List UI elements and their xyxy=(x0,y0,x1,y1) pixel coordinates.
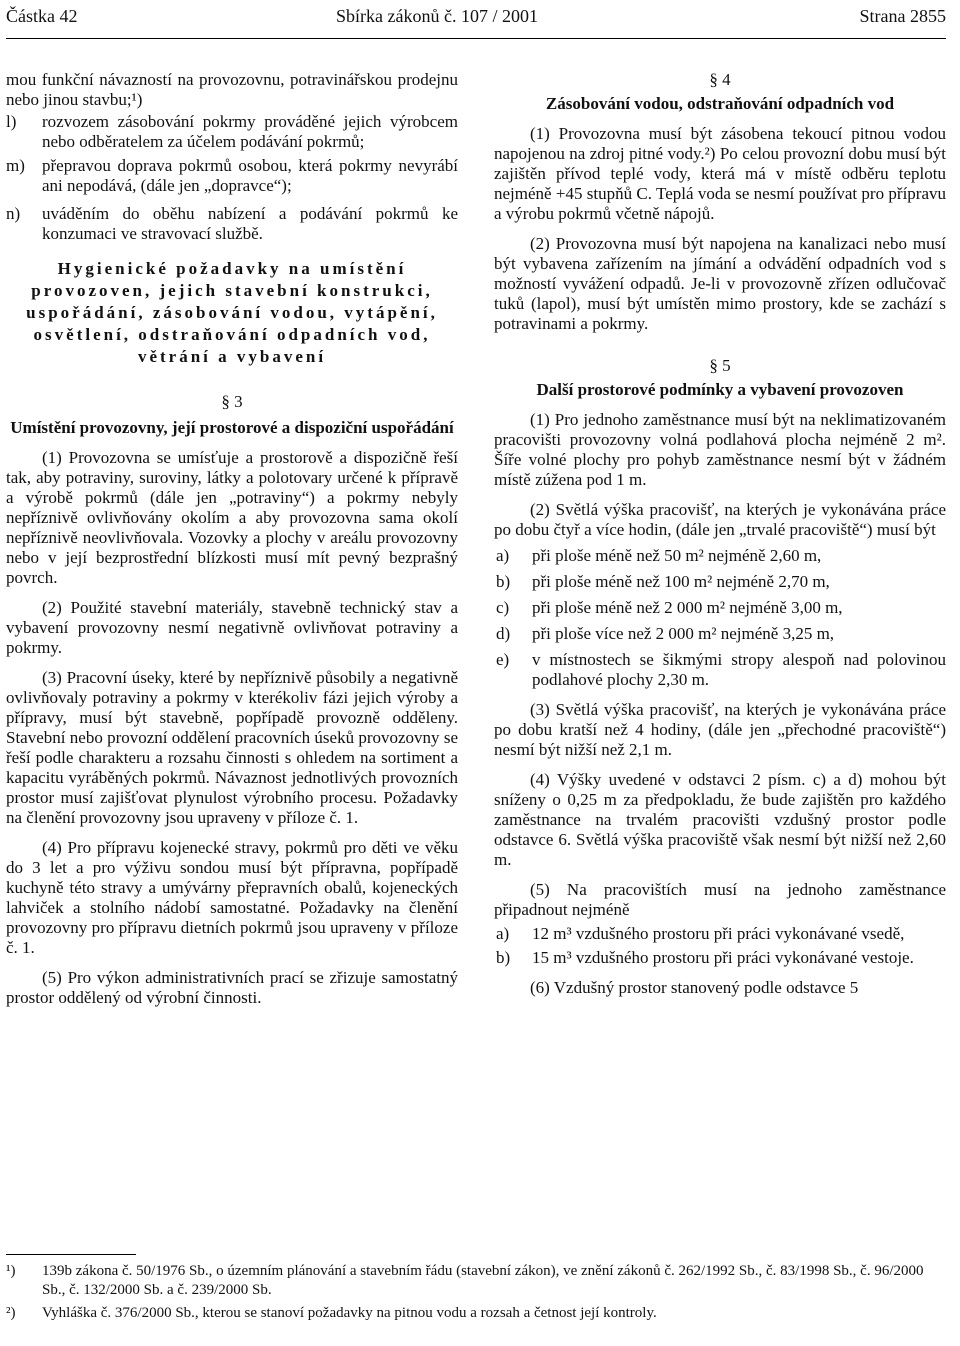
part-heading: Hygienické požadavky na umístění provozoven, jejich stavební konstrukci, uspořádání, zásobování vodou, vytápění, osvětlení, odstraňování odpadních vod, větrání a vybavení xyxy=(26,259,438,366)
sub-item-text: při ploše méně než 100 m² nejméně 2,70 m, xyxy=(532,572,830,591)
sub-item-label: e) xyxy=(496,650,510,669)
sub-item-text: 15 m³ vzdušného prostoru při práci vykonávané vestoje. xyxy=(532,948,914,967)
sub-item-label: b) xyxy=(496,572,511,591)
item-text: rozvozem zásobování pokrmy prováděné jejich výrobcem nebo odběratelem za účelem podávání pokrmů; xyxy=(42,112,458,151)
sub-item-text: v místnostech se šikmými stropy alespoň nad polovinou podlahové plochy 2,30 m. xyxy=(532,650,946,689)
list-item xyxy=(6,112,458,152)
section-title: Umístění provozovny, její prostorové a dispoziční uspořádání xyxy=(10,418,454,437)
sub-item-text: 12 m³ vzdušného prostoru při práci vykonávané vsedě, xyxy=(532,924,905,943)
footnote-text: 139b zákona č. 50/1976 Sb., o územním plánování a stavebním řádu (stavební zákon), ve znění zákonů č. 262/1992 Sb., č. 83/1998 Sb., č. 96/2000 Sb., č. 132/2000 Sb. a č. 239/2000 Sb. xyxy=(42,1263,924,1298)
sub-item-text: při ploše méně než 2 000 m² nejméně 3,00 m, xyxy=(532,598,843,617)
footnote-rule xyxy=(6,1254,136,1255)
page-header xyxy=(6,6,946,32)
header-collection: Sbírka zákonů č. 107 / 2001 xyxy=(336,6,538,26)
paragraph: (3) Světlá výška pracovišť, na kterých je vykonávána práce po dobu kratší než 4 hodiny, (dále jen „přechodné pracoviště“) nesmí být nižší než 2,1 m. xyxy=(494,700,946,759)
paragraph: (4) Pro přípravu kojenecké stravy, pokrmů pro děti ve věku do 3 let a pro výživu sondou musí být přípravna, popřípadě kuchyně této stravy a umývárny přepravních obalů, kojeneckých lahviček a stolního nádobí samostatné. Požadavky na členění provozovny pro přípravu dietních pokrmů jsou upraveny v příloze č. 1. xyxy=(6,838,458,957)
right-column xyxy=(494,70,946,998)
sub-item xyxy=(496,572,946,592)
footnote-text: Vyhláška č. 376/2000 Sb., kterou se stanoví požadavky na pitnou vodu a rozsah a četnost její kontroly. xyxy=(42,1305,657,1321)
paragraph: (1) Provozovna se umísťuje a prostorově a dispozičně řeší tak, aby potraviny, suroviny, látky a polotovary určené k přípravě a výrobě pokrmů (dále jen „potraviny“) a pokrmy nebyly nepříznivě ovlivňovány okolím a aby provozovna sama okolí nepříznivě neovlivňovala. Vozovky a plochy v areálu provozovny nebo v její bezprostřední blízkosti musí mít pevný bezprašný povrch. xyxy=(6,448,458,587)
sub-item xyxy=(496,546,946,566)
paragraph: (2) Provozovna musí být napojena na kanalizaci nebo musí být vybavena zařízením na jímání a odvádění odpadních vod s možností vyvážení odpadů. Je-li v provozovně zřízen odlučovač tuků (lapol), musí být umístěn mimo prostory, kde se zachází s potravinami a pokrmy. xyxy=(494,234,946,333)
intro-text: mou funkční návazností na provozovnu, potravinářskou prodejnu nebo jinou stavbu;¹) xyxy=(6,70,458,109)
list-item xyxy=(6,156,458,196)
item-label: n) xyxy=(6,204,21,223)
paragraph: (4) Výšky uvedené v odstavci 2 písm. c) a d) mohou být sníženy o 0,25 m za předpokladu, že bude zajištěn pro každého zaměstnance na trvalém pracovišti vzdušný prostor podle odstavce 6. Světlá výška pracoviště však nesmí být nižší než 2,60 m. xyxy=(494,770,946,869)
sub-item xyxy=(496,650,946,690)
paragraph: (1) Provozovna musí být zásobena tekoucí pitnou vodou napojenou na zdroj pitné vody.²) Po celou provozní dobu musí být zajištěn přívod teplé vody, která má v místě odběru teplotu nejméně +45 stupňů C. Teplá voda se nesmí používat pro přípravu a výrobu pokrmů včetně nápojů. xyxy=(494,124,946,223)
footnote xyxy=(6,1304,950,1323)
item-label: l) xyxy=(6,112,17,131)
section-number: § 5 xyxy=(709,356,731,375)
list-item xyxy=(6,204,458,244)
sub-item-text: při ploše méně než 50 m² nejméně 2,60 m, xyxy=(532,546,822,565)
section-title: Zásobování vodou, odstraňování odpadních vod xyxy=(545,94,895,113)
sub-item xyxy=(496,948,946,968)
footnote-number: ²) xyxy=(6,1305,16,1321)
paragraph: (1) Pro jednoho zaměstnance musí být na neklimatizovaném pracovišti provozovny volná podlahová plocha nejméně 2 m². Šíře volné plochy pro pohyb zaměstnance nesmí být v žádném místě zúžena pod 1 m. xyxy=(494,410,946,489)
sub-item-label: b) xyxy=(496,948,511,967)
sub-item xyxy=(496,598,946,618)
footnotes xyxy=(6,1262,950,1323)
footnote-number: ¹) xyxy=(6,1263,16,1279)
sub-item-label: a) xyxy=(496,924,510,943)
paragraph: (5) Na pracovištích musí na jednoho zaměstnance připadnout nejméně xyxy=(494,880,946,919)
sub-item-label: d) xyxy=(496,624,511,643)
header-page-number: Strana 2855 xyxy=(859,6,946,26)
paragraph: (2) Použité stavební materiály, stavebně technický stav a vybavení provozovny nesmí negativně ovlivňovat potraviny a pokrmy. xyxy=(6,598,458,657)
header-part: Částka 42 xyxy=(6,6,78,26)
item-text: uváděním do oběhu nabízení a podávání pokrmů ke konzumaci ve stravovací službě. xyxy=(42,204,458,243)
item-label: m) xyxy=(6,156,25,175)
paragraph: (2) Světlá výška pracovišť, na kterých je vykonávána práce po dobu čtyř a více hodin, (dále jen „trvalé pracoviště“) musí být xyxy=(494,500,946,539)
header-rule xyxy=(6,38,946,39)
section-title: Další prostorové podmínky a vybavení provozoven xyxy=(536,380,904,399)
sub-item-label: c) xyxy=(496,598,510,617)
sub-item-text: při ploše více než 2 000 m² nejméně 3,25 m, xyxy=(532,624,835,643)
paragraph: (3) Pracovní úseky, které by nepříznivě působily a negativně ovlivňovaly potraviny a pokrmy v kterékoliv fázi jejich výroby a přípravy, musí být stavebně, popřípadě provozně odděleny. Stavební nebo provozní oddělení pracovních úseků provozovny se řeší podle charakteru a rozsahu činnosti s ohledem na sortiment a kapacitu vyráběných pokrmů. Návaznost jednotlivých provozních prostor musí zajišťovat plynulost výrobního procesu. Požadavky na členění provozovny jsou upraveny v příloze č. 1. xyxy=(6,668,458,827)
sub-item xyxy=(496,624,946,644)
section-number: § 3 xyxy=(221,392,243,411)
footnote xyxy=(6,1262,950,1300)
sub-item xyxy=(496,924,946,944)
sub-item-label: a) xyxy=(496,546,510,565)
left-column xyxy=(6,70,458,1008)
item-text: přepravou doprava pokrmů osobou, která pokrmy nevyrábí ani nepodává, (dále jen „dopravce“); xyxy=(42,156,458,195)
paragraph: (5) Pro výkon administrativních prací se zřizuje samostatný prostor oddělený od výrobní činnosti. xyxy=(6,968,458,1007)
section-number: § 4 xyxy=(709,70,731,89)
paragraph: (6) Vzdušný prostor stanovený podle odstavce 5 xyxy=(530,978,859,997)
